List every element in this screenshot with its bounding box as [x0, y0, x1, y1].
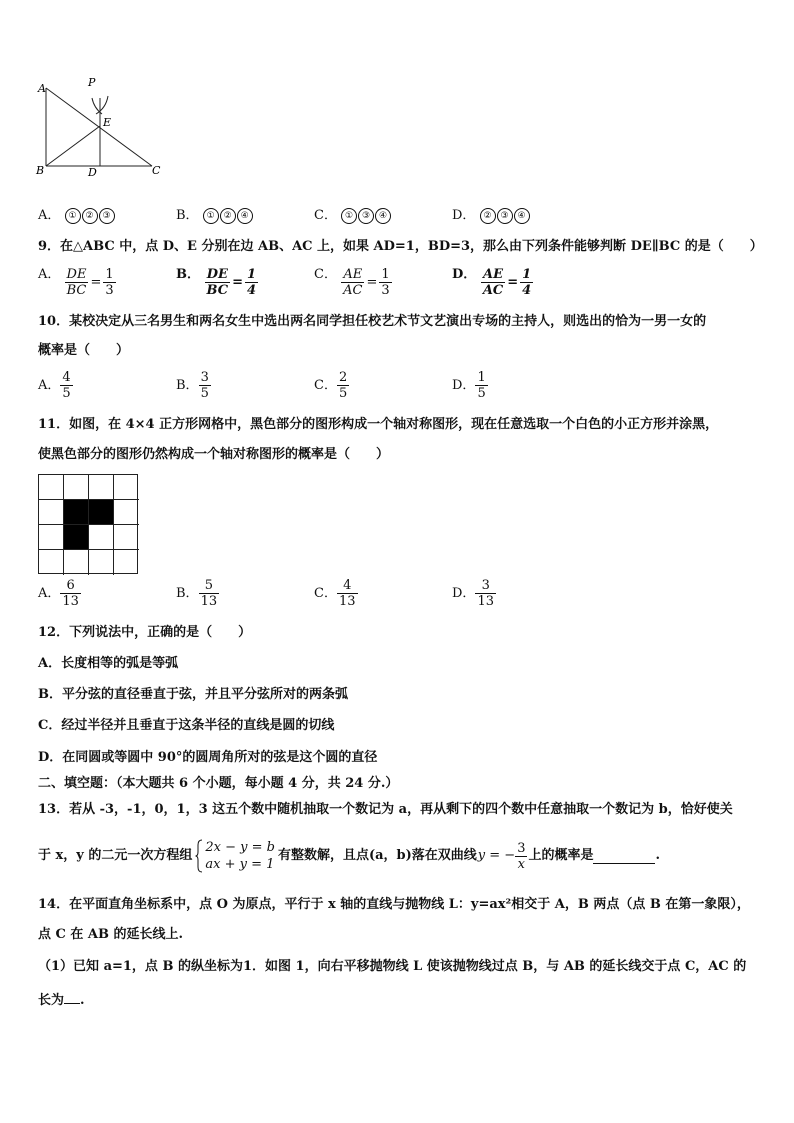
grid-cell — [39, 500, 64, 525]
grid-cell — [64, 550, 89, 575]
fraction: $\frac{3}{x}$ — [517, 840, 526, 872]
q9-option-b[interactable]: B． $\frac{DE}{BC}$ = $\frac{1}{4}$ — [176, 267, 257, 298]
q14-line4: 长为 . — [38, 989, 85, 1010]
circled-number: ② — [82, 208, 98, 224]
q9-stem: 9．在△ABC 中，点 D、E 分别在边 AB、AC 上，如果 AD=1，BD=3，那么由下列条件能够判断 DE∥BC 的是（ ） — [38, 239, 763, 254]
section-heading: 二、填空题：（本大题共 6 个小题，每小题 4 分，共 24 分.） — [38, 776, 399, 791]
circled-number: ④ — [237, 208, 253, 224]
grid-cell — [89, 550, 114, 575]
label-a: A — [38, 82, 46, 95]
fraction: $\frac{3}{13}$ — [477, 578, 494, 609]
geometry-figure — [34, 74, 164, 180]
grid-cell — [114, 550, 139, 575]
option-letter: C． — [314, 208, 337, 223]
grid-4x4 — [38, 474, 138, 574]
grid-cell — [64, 475, 89, 500]
q12-option-d[interactable]: D．在同圆或等圆中 90°的圆周角所对的弦是这个圆的直径 — [38, 750, 378, 765]
q10-option-b[interactable]: B． $\frac{3}{5}$ — [176, 370, 209, 401]
label-b: B — [36, 164, 45, 177]
circled-number: ③ — [99, 208, 115, 224]
q11-option-d[interactable]: D． $\frac{3}{13}$ — [452, 578, 494, 609]
q13-post: 上的概率是 — [528, 848, 594, 863]
q11-option-c[interactable]: C． $\frac{4}{13}$ — [314, 578, 356, 609]
circled-number: ① — [203, 208, 219, 224]
equation-2: ax + y = 1 — [205, 857, 275, 872]
answer-blank[interactable] — [64, 989, 80, 1004]
q10-stem-line2: 概率是（ ） — [38, 343, 130, 358]
q13-line1: 13．若从 -3，-1，0，1，3 这五个数中随机抽取一个数记为 a，再从剩下的四个数中任意抽取一个数记为 b，恰好使关 — [38, 802, 733, 817]
option-letter: B． — [176, 267, 200, 282]
fraction: $\frac{1}{3}$ — [381, 267, 390, 298]
q13-pre: 于 x，y 的二元一次方程组 — [38, 848, 193, 863]
q8-option-a[interactable] — [38, 207, 116, 225]
q13-mid: 有整数解，且点(a，b)落在双曲线 — [277, 848, 477, 863]
grid-cell — [89, 475, 114, 500]
grid-cell — [39, 475, 64, 500]
q10-option-c[interactable]: C． $\frac{2}{5}$ — [314, 370, 348, 401]
q13-line2: 于 x，y 的二元一次方程组 2x − y = b ax + y = 1 有整数解，且点(a，b)落在双曲线 y = − $\frac{3}{x}$ 上的概率是 . — [38, 840, 661, 872]
fraction: $\frac{5}{13}$ — [200, 578, 218, 609]
q10-stem-line1: 10．某校决定从三名男生和两名女生中选出两名同学担任校艺术节文艺演出专场的主持人，则选出的恰为一男一女的 — [38, 314, 707, 329]
option-letter: B． — [176, 208, 199, 223]
q8-option-c[interactable] — [314, 207, 392, 225]
q10-option-d[interactable]: D． $\frac{1}{5}$ — [452, 370, 486, 401]
circled-number: ③ — [497, 208, 513, 224]
fraction: $\frac{6}{13}$ — [62, 578, 79, 609]
q11-stem-line1: 11．如图，在 4×4 正方形网格中，黑色部分的图形构成一个轴对称图形，现在任意选取一个白色的小正方形并涂黑， — [38, 417, 719, 432]
q12-option-c[interactable]: C．经过半径并且垂直于这条半径的直线是圆的切线 — [38, 718, 335, 733]
q9-option-c[interactable]: C． $\frac{AE}{AC}$ = $\frac{1}{3}$ — [314, 267, 390, 298]
q11-option-b[interactable]: B． $\frac{5}{13}$ — [176, 578, 218, 609]
fraction: $\frac{1}{4}$ — [247, 267, 257, 298]
q14-line2: 点 C 在 AB 的延长线上. — [38, 927, 184, 942]
segment-be — [46, 126, 100, 166]
fraction: $\frac{2}{5}$ — [338, 370, 348, 401]
circled-number: ③ — [358, 208, 374, 224]
grid-cell-black — [64, 500, 89, 525]
q11-option-a[interactable]: A． $\frac{6}{13}$ — [38, 578, 79, 609]
fraction: $\frac{1}{3}$ — [105, 267, 114, 298]
grid-cell — [114, 500, 139, 525]
equation-1: 2x − y = b — [205, 840, 275, 855]
option-letter: D． — [452, 267, 477, 282]
fraction: $\frac{3}{5}$ — [200, 370, 209, 401]
circled-number: ① — [65, 208, 81, 224]
option-letter: A． — [38, 208, 61, 223]
fraction: $\frac{AE}{AC}$ — [482, 267, 504, 298]
label-d: D — [88, 166, 97, 179]
circled-number: ④ — [514, 208, 530, 224]
circled-number: ④ — [375, 208, 391, 224]
fraction: $\frac{1}{5}$ — [477, 370, 486, 401]
circled-number: ① — [341, 208, 357, 224]
grid-cell — [114, 525, 139, 550]
grid-cell — [114, 475, 139, 500]
q12-stem: 12．下列说法中，正确的是（ ） — [38, 625, 252, 640]
fraction: $\frac{1}{4}$ — [522, 267, 532, 298]
q9-option-d[interactable]: D． $\frac{AE}{AC}$ = $\frac{1}{4}$ — [452, 267, 532, 298]
fraction: $\frac{DE}{BC}$ — [206, 267, 229, 298]
construction-arc-right — [96, 96, 108, 114]
hyperbola-lhs: y = − — [477, 848, 516, 863]
fraction: $\frac{4}{13}$ — [338, 578, 356, 609]
fraction: $\frac{DE}{BC}$ — [66, 267, 87, 298]
option-letter: D． — [452, 208, 476, 223]
grid-cell-black — [64, 525, 89, 550]
answer-blank[interactable] — [593, 849, 655, 864]
label-c: C — [152, 164, 161, 177]
circled-number: ② — [220, 208, 236, 224]
equation-system — [195, 839, 275, 873]
label-e: E — [103, 116, 112, 129]
fraction: $\frac{AE}{AC}$ — [343, 267, 363, 298]
label-p: P — [88, 76, 96, 89]
q12-option-b[interactable]: B．平分弦的直径垂直于弦，并且平分弦所对的两条弧 — [38, 687, 348, 702]
q8-option-d[interactable] — [452, 207, 531, 225]
grid-cell — [89, 525, 114, 550]
left-brace-icon — [195, 839, 203, 873]
q12-option-a[interactable]: A．长度相等的弧是等弧 — [38, 656, 179, 671]
q8-option-b[interactable] — [176, 207, 254, 225]
q10-option-a[interactable]: A． $\frac{4}{5}$ — [38, 370, 71, 401]
q14-line3: （1）已知 a=1，点 B 的纵坐标为1．如图 1，向右平移抛物线 L 使该抛物线过点 B，与 AB 的延长线交于点 C，AC 的 — [38, 959, 747, 974]
grid-cell — [39, 525, 64, 550]
circled-number: ② — [480, 208, 496, 224]
q11-stem-line2: 使黑色部分的图形仍然构成一个轴对称图形的概率是（ ） — [38, 447, 390, 462]
grid-cell — [39, 550, 64, 575]
option-letter: C． — [314, 267, 337, 282]
option-letter: A． — [38, 267, 61, 282]
fraction: $\frac{4}{5}$ — [62, 370, 71, 401]
q14-line1: 14．在平面直角坐标系中，点 O 为原点，平行于 x 轴的直线与抛物线 L：y=ax²相交于 A，B 两点（点 B 在第一象限）， — [38, 897, 750, 912]
q9-option-a[interactable]: A． $\frac{DE}{BC}$ = $\frac{1}{3}$ — [38, 267, 114, 298]
grid-cell-black — [89, 500, 114, 525]
